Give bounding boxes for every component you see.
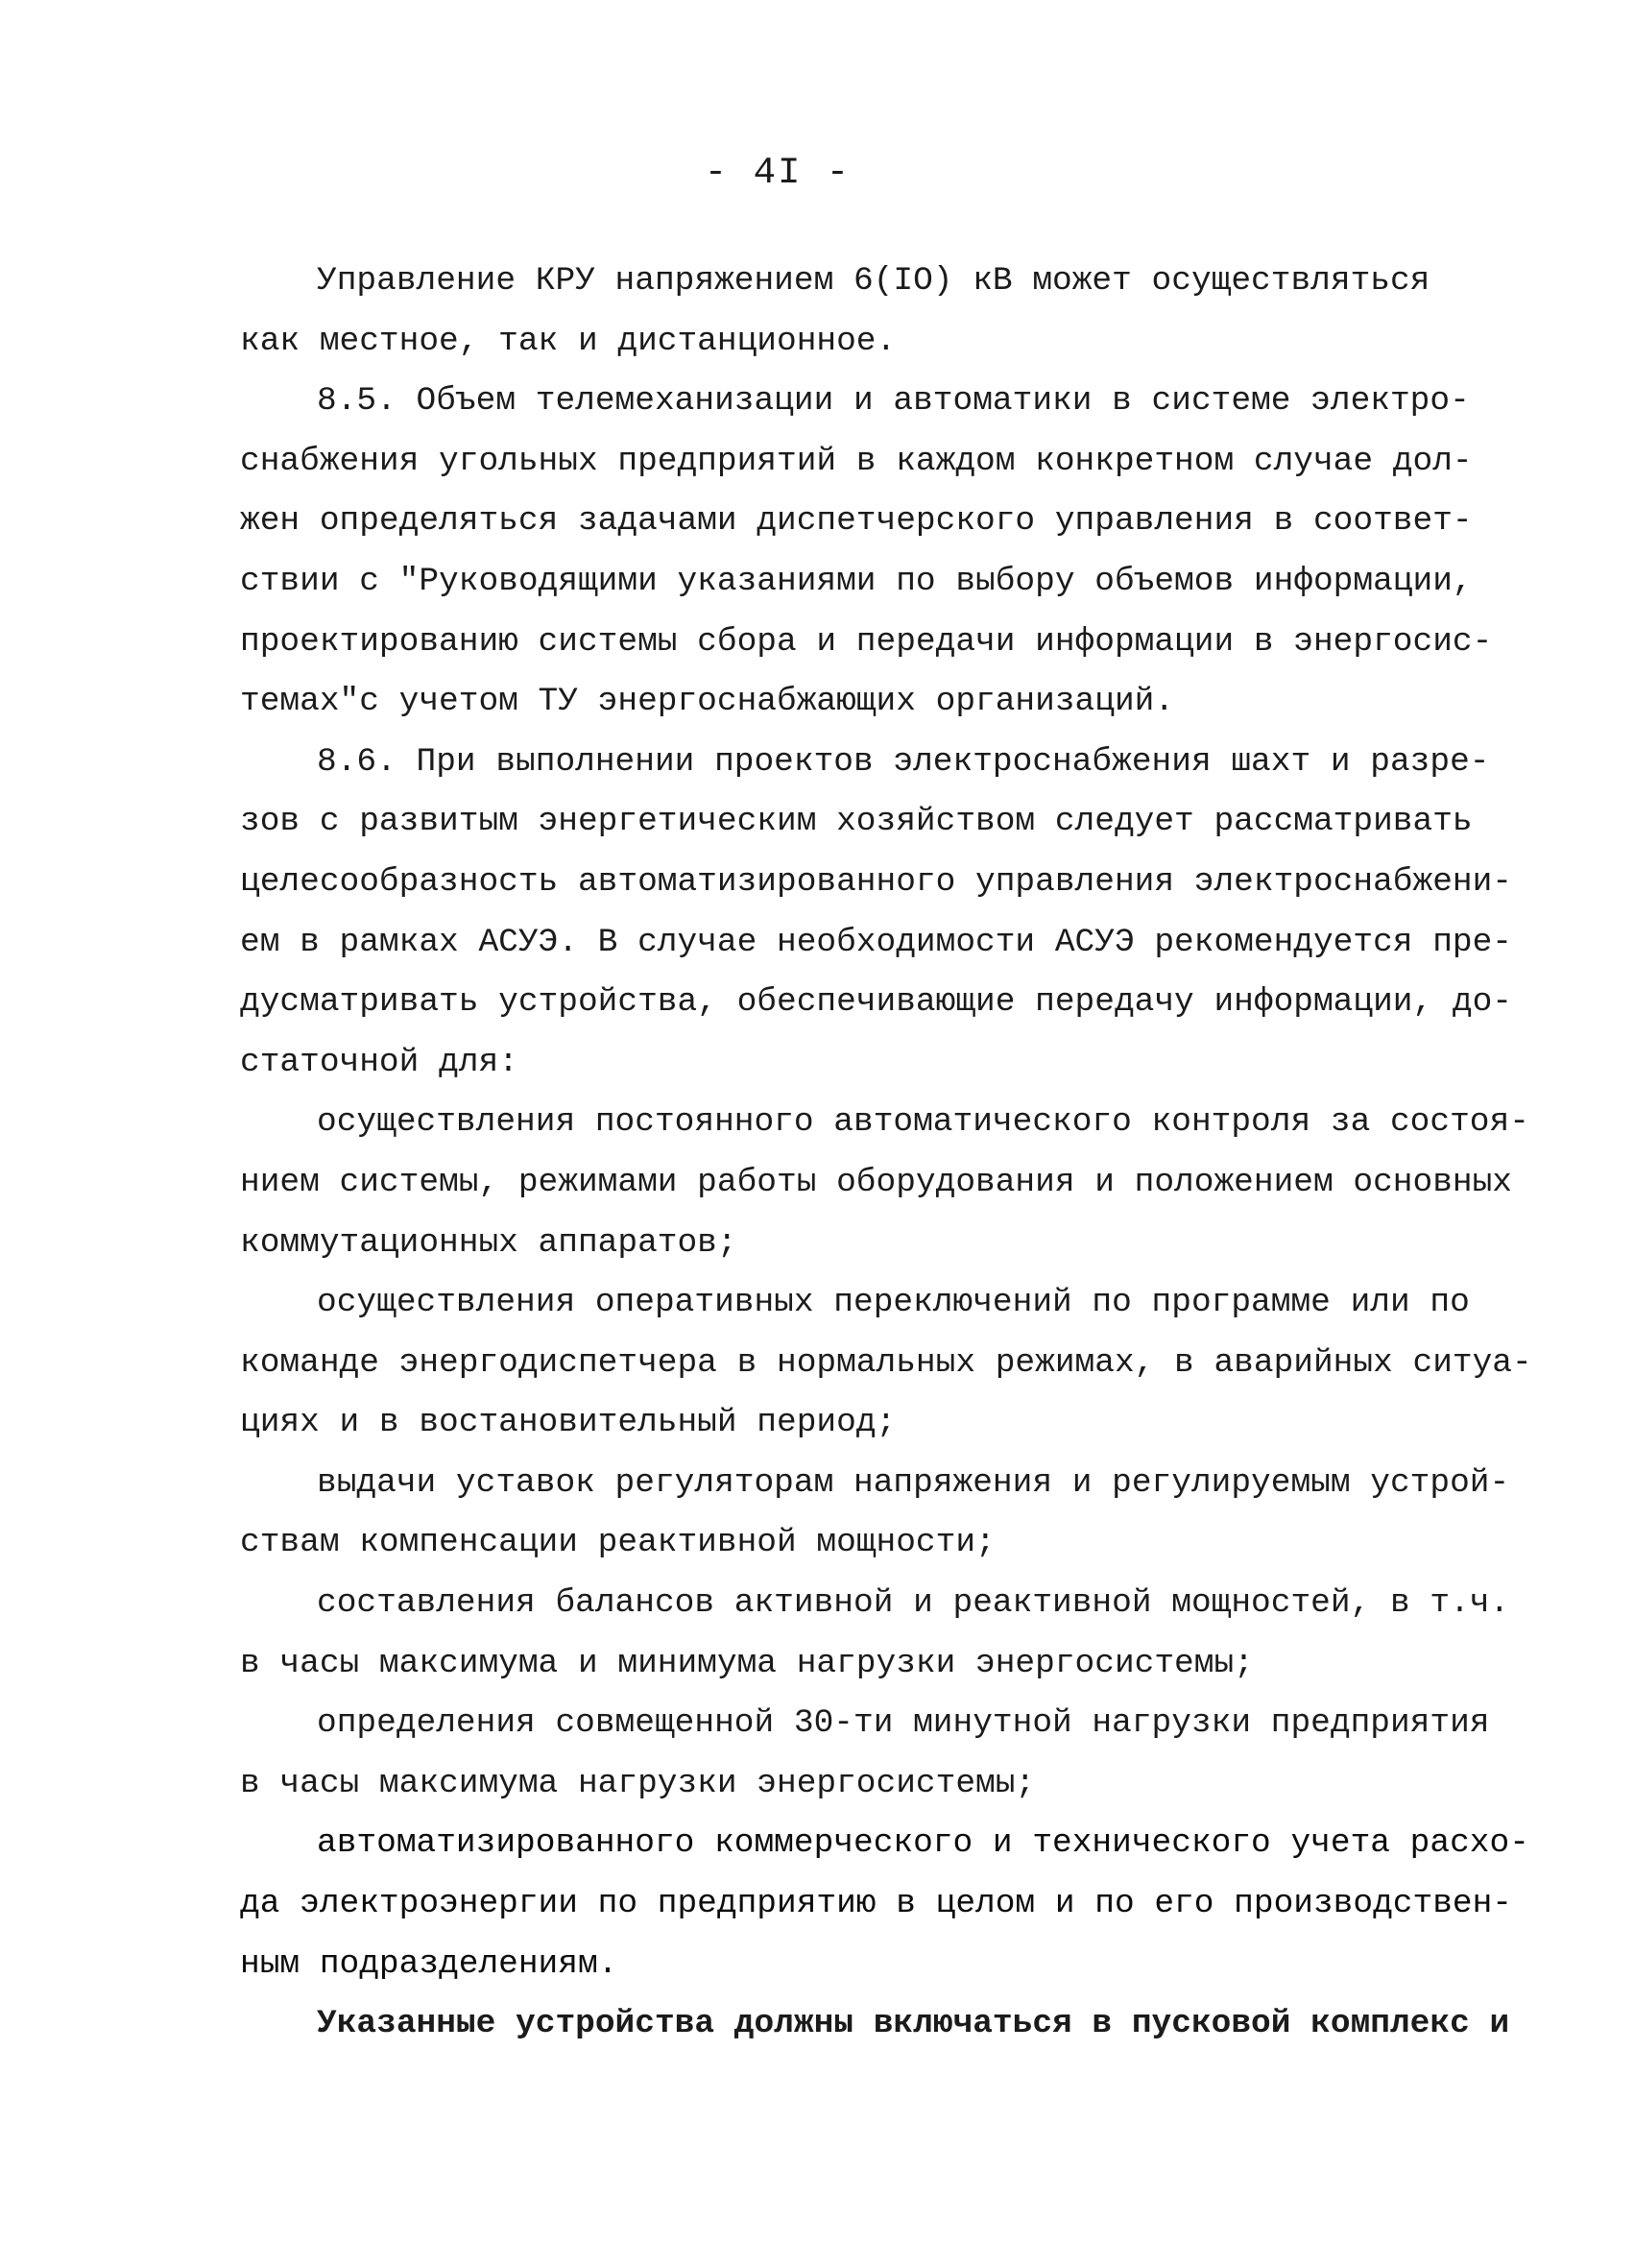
text-line: целесообразность автоматизированного управления электроснабжени- (240, 862, 1513, 901)
text-line: снабжения угольных предприятий в каждом конкретном случае дол- (240, 442, 1473, 480)
text-line: команде энергодиспетчера в нормальных режимах, в аварийных ситуа- (240, 1343, 1532, 1382)
text-line: как местное, так и дистанционное. (240, 322, 897, 360)
text-line: нием системы, режимами работы оборудования и положением основных (240, 1163, 1513, 1201)
text-line: зов с развитым энергетическим хозяйством следует рассматривать (240, 803, 1473, 841)
list-item-line: осуществления постоянного автоматического контроля за состоя- (317, 1103, 1529, 1142)
text-line: 8.6. При выполнении проектов электроснабжения шахт и разре- (317, 742, 1490, 781)
text-line: 8.5. Объем телемеханизации и автоматики в системе электро- (317, 382, 1470, 421)
list-item-line: выдачи уставок регуляторам напряжения и регулируемым устрой- (317, 1463, 1510, 1502)
list-item-line: определения совмещенной 30-ти минутной нагрузки предприятия (317, 1704, 1490, 1743)
text-line: ем в рамках АСУЭ. В случае необходимости АСУЭ рекомендуется пре- (240, 923, 1513, 961)
text-line: темах"с учетом ТУ энергоснабжающих организаций. (240, 683, 1175, 721)
body-text (240, 252, 1532, 2055)
text-line: циях и в востановительный период; (240, 1404, 897, 1442)
list-item-line: осуществления оперативных переключений по программе или по (317, 1284, 1470, 1322)
text-line: Указанные устройства должны включаться в пусковой комплекс и (317, 2005, 1510, 2043)
list-item-line: автоматизированного коммерческого и технического учета расхо- (317, 1824, 1529, 1863)
text-line: дусматривать устройства, обеспечивающие передачу информации, до- (240, 983, 1513, 1022)
text-line: коммутационных аппаратов; (240, 1223, 737, 1262)
text-line: статочной для: (240, 1043, 518, 1081)
text-line: проектированию системы сбора и передачи информации в энергосис- (240, 622, 1493, 661)
text-line: в часы максимума и минимума нагрузки энергосистемы; (240, 1644, 1254, 1682)
text-line: в часы максимума нагрузки энергосистемы; (240, 1764, 1036, 1802)
list-item-line: составления балансов активной и реактивной мощностей, в т.ч. (317, 1584, 1510, 1623)
text-line: да электроэнергии по предприятию в целом и по его производствен- (240, 1885, 1513, 1923)
page-number: - 4I - (704, 152, 852, 194)
text-line: ствам компенсации реактивной мощности; (240, 1524, 996, 1562)
text-line: ным подразделениям. (240, 1944, 618, 1983)
text-line: жен определяться задачами диспетчерского управления в соответ- (240, 502, 1473, 541)
text-line: ствии с "Руководящими указаниями по выбору объемов информации, (240, 562, 1473, 600)
text-line: Управление КРУ напряжением 6(IO) кВ может осуществляться (317, 262, 1430, 300)
